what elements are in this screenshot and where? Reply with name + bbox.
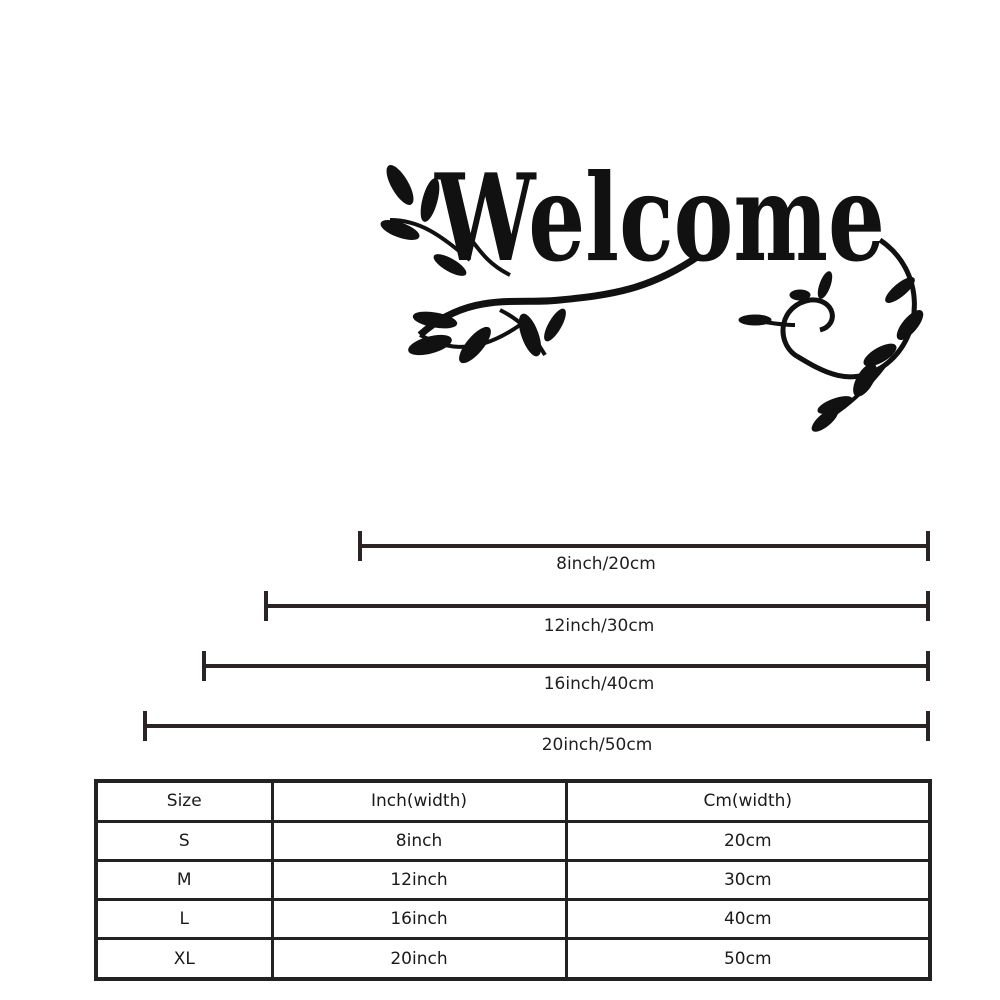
table-cell: M	[96, 860, 272, 899]
measure-tick-left	[264, 591, 268, 621]
table-cell: 8inch	[272, 821, 566, 860]
table-row	[96, 900, 930, 939]
table-cell: S	[96, 821, 272, 860]
table-cell: XL	[96, 939, 272, 979]
measure-label-12inch: 12inch/30cm	[543, 616, 655, 636]
measure-label-8inch: 8inch/20cm	[556, 554, 656, 574]
table-cell: 30cm	[566, 860, 930, 899]
table-cell: 20cm	[566, 821, 930, 860]
table-cell: L	[96, 900, 272, 939]
measure-tick-right	[926, 711, 930, 741]
table-cell: 40cm	[566, 900, 930, 939]
measure-bar	[264, 604, 930, 608]
measure-tick-right	[926, 651, 930, 681]
measure-tick-right	[926, 531, 930, 561]
table-header-row	[96, 781, 930, 821]
measure-label-20inch: 20inch/50cm	[541, 735, 653, 755]
table-cell: 16inch	[272, 900, 566, 939]
measure-tick-left	[358, 531, 362, 561]
table-row	[96, 821, 930, 860]
size-table	[94, 779, 932, 981]
table-header-cell: Inch(width)	[272, 781, 566, 821]
measure-bar	[143, 724, 930, 728]
table-row	[96, 860, 930, 899]
table-row	[96, 939, 930, 979]
table-cell: 50cm	[566, 939, 930, 979]
measure-tick-left	[202, 651, 206, 681]
table-cell: 12inch	[272, 860, 566, 899]
measure-tick-left	[143, 711, 147, 741]
measure-label-16inch: 16inch/40cm	[543, 674, 655, 694]
measure-tick-right	[926, 591, 930, 621]
welcome-sign-artwork	[380, 120, 940, 440]
table-cell: 20inch	[272, 939, 566, 979]
welcome-sign-text: Welcome	[433, 148, 885, 289]
table-header-cell: Cm(width)	[566, 781, 930, 821]
table-header-cell: Size	[96, 781, 272, 821]
measure-bar	[358, 544, 930, 548]
measure-bar	[202, 664, 930, 668]
